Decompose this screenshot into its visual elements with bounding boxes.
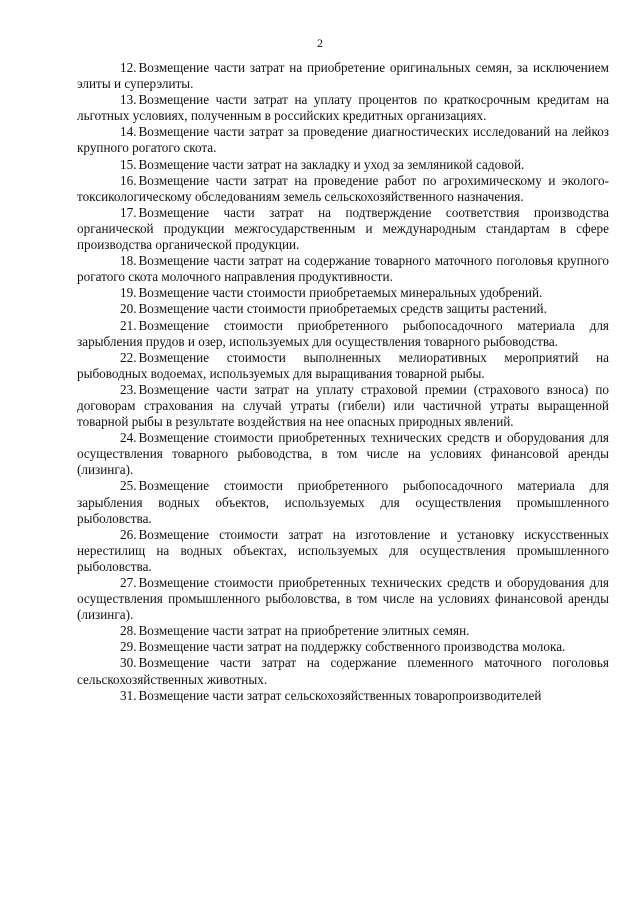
item-text: Возмещение части затрат на содержание племенного маточного поголовья сельскохозяйственных животных. (77, 655, 609, 687)
item-text: Возмещение стоимости приобретенных технических средств и оборудования для осуществления промышленного рыболовства, в том числе на условиях финансовой аренды (лизинга). (77, 575, 609, 623)
item-text: Возмещение части затрат на закладку и уход за земляникой садовой. (138, 156, 525, 172)
paragraph (77, 655, 609, 687)
item-text: Возмещение стоимости затрат на изготовление и установку искусственных нерестилищ на водных объектах, используемых для осуществления промышленного рыболовства. (77, 526, 609, 574)
item-text: Возмещение части стоимости приобретаемых средств защиты растений. (138, 301, 547, 317)
paragraph (77, 478, 609, 526)
paragraph (77, 527, 609, 575)
paragraph (77, 92, 609, 124)
item-text: Возмещение стоимости выполненных мелиоративных мероприятий на рыбоводных водоемах, используемых для выращивания товарной рыбы. (77, 349, 609, 381)
item-number: 15. (120, 156, 137, 172)
item-number: 28. (120, 623, 137, 639)
item-number: 26. (120, 526, 137, 542)
item-number: 29. (120, 639, 137, 655)
item-text: Возмещение части затрат на подтверждение соответствия производства органической продукции межгосударственным и международным стандартам в сфере производства органической продукции. (77, 204, 609, 253)
item-number: 20. (120, 301, 137, 317)
item-number: 27. (120, 575, 137, 590)
item-number: 21. (120, 317, 137, 333)
item-number: 22. (120, 349, 137, 365)
paragraph (77, 285, 609, 301)
item-number: 19. (120, 285, 137, 301)
item-text: Возмещение части затрат на приобретение оригинальных семян, за исключением элиты и суперэлиты. (77, 60, 609, 92)
item-text: Возмещение части затрат сельскохозяйственных товаропроизводителей (138, 687, 542, 703)
item-number: 25. (120, 478, 137, 494)
item-text: Возмещение стоимости приобретенного рыбопосадочного материала для зарыбления прудов и озер, используемых для осуществления товарного рыбоводства. (77, 317, 609, 349)
paragraph (77, 60, 609, 92)
item-number: 17. (120, 204, 137, 220)
paragraph (77, 301, 609, 317)
item-text: Возмещение стоимости приобретенного рыбопосадочного материала для зарыбления водных объектов, используемых для осуществления промышленного рыболовства. (77, 478, 609, 526)
item-text: Возмещение части затрат на приобретение элитных семян. (138, 623, 470, 639)
item-number: 18. (120, 253, 137, 269)
item-text: Возмещение части затрат на содержание товарного маточного поголовья крупного рогатого скота молочного направления продуктивности. (77, 253, 609, 285)
item-number: 16. (120, 172, 137, 188)
item-text: Возмещение части затрат на проведение работ по агрохимическому и эколого-токсикологическому обследованиям земель сельскохозяйственного назначения. (77, 172, 609, 204)
item-text: Возмещение части затрат на уплату страховой премии (страхового взноса) по договорам страхования на случай утраты (гибели) или частичной утраты выращенной товарной рыбы в результате воздействия на нее опасных природных явлений. (77, 381, 609, 430)
paragraph (77, 157, 609, 173)
paragraph (77, 623, 609, 639)
paragraph (77, 253, 609, 285)
paragraph (77, 688, 609, 704)
item-number: 23. (120, 381, 137, 397)
page-number: 2 (317, 36, 323, 50)
item-text: Возмещение части затрат за проведение диагностических исследований на лейкоз крупного рогатого скота. (77, 124, 609, 156)
item-number: 31. (120, 687, 137, 703)
item-number: 13. (120, 92, 137, 108)
paragraph (77, 430, 609, 478)
paragraph (77, 173, 609, 205)
paragraph (77, 350, 609, 382)
item-number: 14. (120, 124, 137, 140)
item-text: Возмещение части затрат на поддержку собственного производства молока. (138, 639, 566, 655)
item-text: Возмещение части затрат на уплату процентов по краткосрочным кредитам на льготных условиях, полученным в российских кредитных организациях. (77, 92, 609, 124)
item-number: 30. (120, 655, 137, 671)
item-number: 24. (120, 430, 137, 446)
item-number: 12. (120, 60, 137, 75)
item-text: Возмещение стоимости приобретенных технических средств и оборудования для осуществления товарного рыбоводства, в том числе на условиях финансовой аренды (лизинга). (77, 430, 609, 478)
paragraph (77, 318, 609, 350)
paragraph (77, 639, 609, 655)
paragraph (77, 124, 609, 156)
item-text: Возмещение части стоимости приобретаемых минеральных удобрений. (138, 285, 543, 301)
document-body (77, 60, 609, 704)
paragraph (77, 575, 609, 623)
paragraph (77, 382, 609, 430)
paragraph (77, 205, 609, 253)
